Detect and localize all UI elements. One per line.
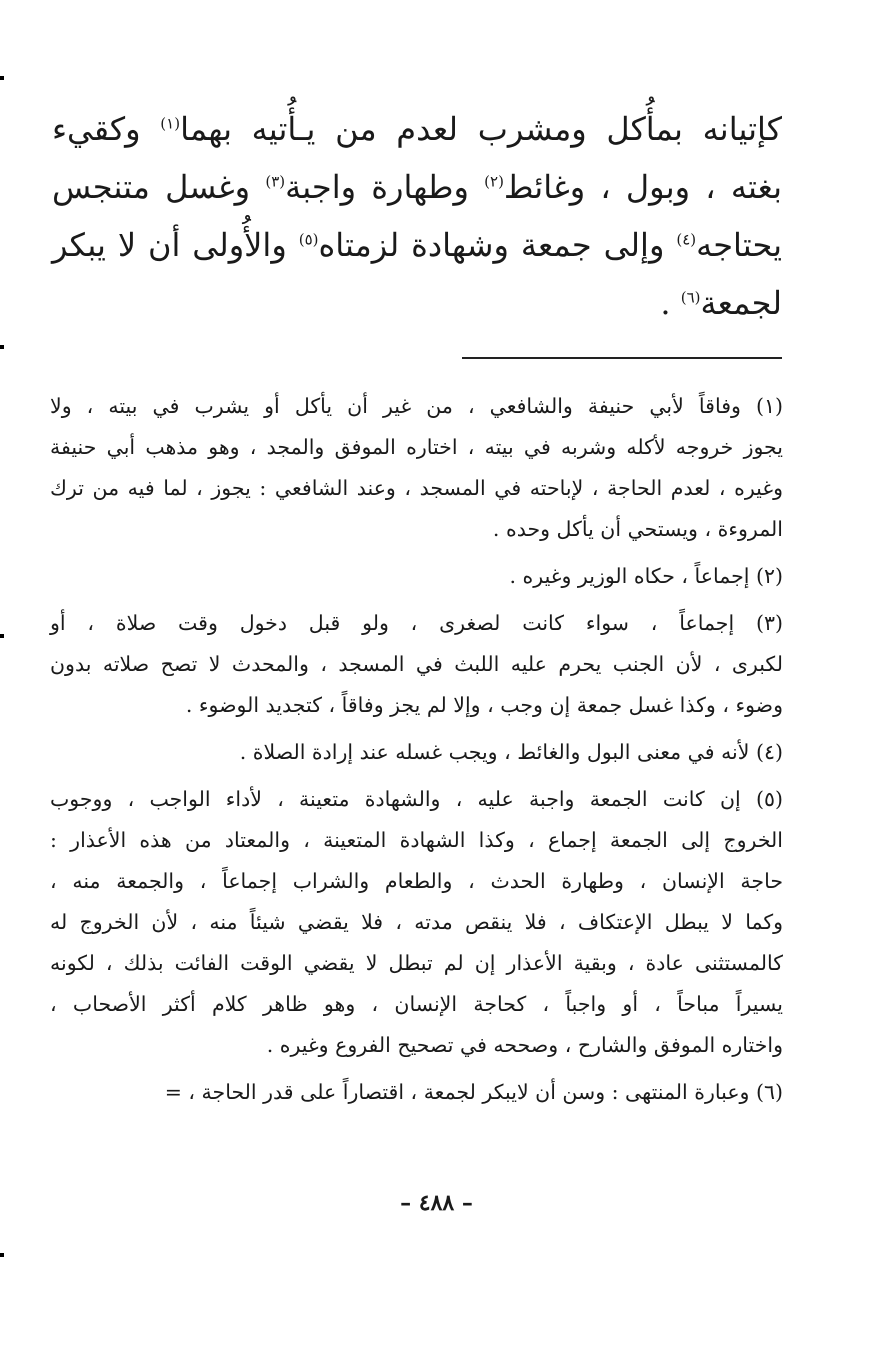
footnote-line: (٤) لأنه في معنى البول والغائط ، ويجب غسله عند إرادة الصلاة . [239,740,783,764]
footnote-line: (١) وفاقاً لأبي حنيفة والشافعي ، من غير أن يأكل أو يشرب في بيته ، ولا [50,394,783,418]
main-text-line-3: يحتاجه$^{(٤)}$ وإلى جمعة وشهادة لزمتاه$^{(٥)}$ والأُولى أن لا يبكر [52,226,783,264]
footnote-line: المروءة ، ويستحي أن يأكل وحده . [492,517,783,541]
footnotes [50,386,783,1119]
margin-mark [0,1253,4,1257]
footnote-line: (٥) إن كانت الجمعة واجبة عليه ، والشهادة متعينة ، لأداء الواجب ، ووجوب [50,787,783,811]
footnote-line: الخروج إلى الجمعة إجماع ، وكذا الشهادة المتعينة ، والمعتاد من هذه الأعذار : [50,828,783,852]
footnote-line: كالمستثنى عادة ، وبقية الأعذار إن لم تبطل لا يقضي الوقت الفائت بذلك ، لكونه [50,951,783,975]
margin-mark [0,345,4,349]
footnote-line: وكما لا يبطل الإعتكاف ، فلا ينقص مدته ، فلا يقضي شيئاً منه ، لأن الخروج له [50,910,783,934]
footnote-3 [50,603,783,726]
footnote-ref-6: (٦) [680,288,701,307]
footnote-ref-5: (٥) [298,230,319,249]
footnote-2 [50,556,783,597]
footnote-ref-2: (٢) [484,172,504,191]
footnote-line: (٣) إجماعاً ، سواء كانت لصغرى ، ولو قبل دخول وقت صلاة ، أو [50,611,783,635]
footnote-line: وغيره ، لعدم الحاجة ، لإباحته في المسجد ، وعند الشافعي : يجوز ، لما فيه من ترك [50,476,783,500]
footnote-5 [50,779,783,1066]
footnote-ref-4: (٤) [676,230,697,249]
footnote-4 [50,732,783,773]
footnote-line: (٦) وعبارة المنتهى : وسن أن لايبكر لجمعة ، اقتصاراً على قدر الحاجة ، = [164,1080,783,1104]
footnote-1 [50,386,783,550]
margin-mark [0,634,4,638]
footnote-line: واختاره الموفق والشارح ، وصححه في تصحيح الفروع وغيره . [266,1033,783,1057]
footnote-line: (٢) إجماعاً ، حكاه الوزير وغيره . [509,564,783,588]
footnote-6 [50,1072,783,1113]
footnote-line: وضوء ، وكذا غسل جمعة إن وجب ، وإلا لم يجز وفاقاً ، كتجديد الوضوء . [185,693,783,717]
main-text-line-2: بغته ، وبول ، وغائط$^{(٢)}$ وطهارة واجبة$^{(٣)}$ وغسل متنجس [52,168,782,206]
page-number: – ٤٨٨ – [400,1190,473,1216]
main-text [52,100,782,332]
footnote-divider [462,357,782,359]
footnote-line: حاجة الإنسان ، وطهارة الحدث ، والطعام والشراب إجماعاً ، والجمعة منه ، [50,869,783,893]
footnote-ref-1: (١) [160,114,181,133]
footnote-line: يسيراً مباحاً ، أو واجباً ، كحاجة الإنسان ، وهو ظاهر كلام أكثر الأصحاب ، [50,992,783,1016]
main-text-line-1: كإتيانه بمأُكل ومشرب لعدم من يـأُتيه بهما$^{(١)}$ وكقيء [52,110,783,148]
main-text-line-4: لجمعة$^{(٦)}$ . [660,284,782,322]
footnote-line: لكبرى ، لأن الجنب يحرم عليه اللبث في المسجد ، والمحدث لا تصح صلاته بدون [50,652,783,676]
margin-mark [0,76,4,80]
footnote-line: يجوز خروجه لأكله وشربه في بيته ، اختاره الموفق والمجد ، وهو مذهب أبي حنيفة [50,435,783,459]
footnote-ref-3: (٣) [265,172,286,191]
